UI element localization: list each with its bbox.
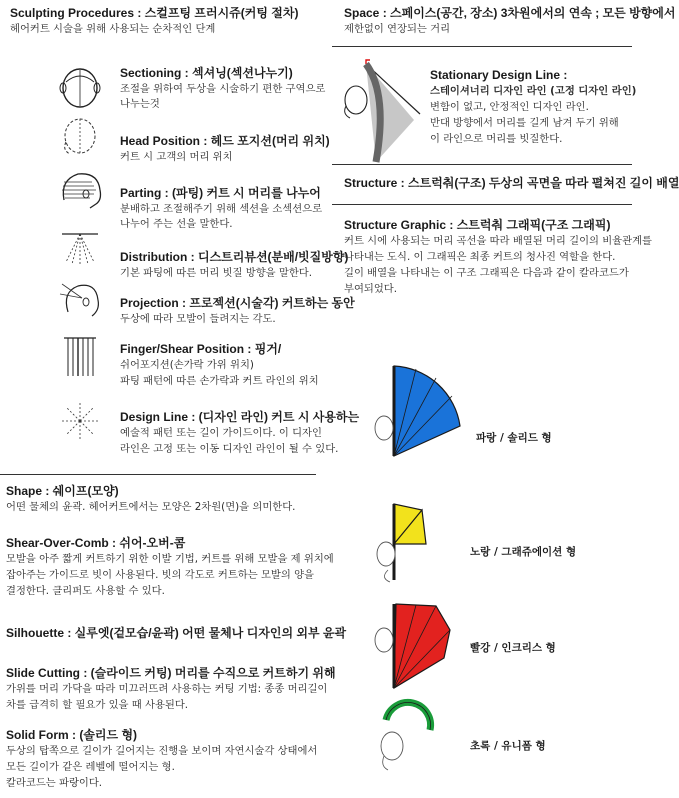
head-position-heading: Head Position : 헤드 포지션(머리 위치) xyxy=(120,134,330,148)
structure-graphic-line-2: 나타내는 도식. 이 그래픽은 최종 커트의 청사진 역할을 한다. xyxy=(344,251,616,263)
right-divider-2 xyxy=(332,164,632,165)
slide-cutting-line-1: 가위를 머리 가닥을 따라 미끄러뜨려 사용하는 커팅 기법: 종종 머리길이 xyxy=(6,683,328,695)
shear-over-comb-line-3: 결정한다. 클리퍼도 사용할 수 있다. xyxy=(6,585,165,597)
graduation-form-label: 노랑 / 그래쥬에이션 형 xyxy=(470,546,577,558)
shear-over-comb-heading: Shear-Over-Comb : 쉬어-오버-콤 xyxy=(6,536,186,550)
stationary-heading: Stationary Design Line : xyxy=(430,68,568,82)
increase-fan xyxy=(394,604,450,688)
parting-line-1: 분배하고 조절해주기 위해 섹션을 소섹션으로 xyxy=(120,203,323,215)
parting-line-2: 나누어 주는 선을 말한다. xyxy=(120,218,233,230)
stationary-line-1: 스테이셔너리 디자인 라인 (고정 디자인 라인) xyxy=(430,85,637,97)
structure-graphic-line-1: 커트 시에 사용되는 머리 곡선을 따라 배열된 머리 길이의 비율관계를 xyxy=(344,235,652,247)
design-line-icon xyxy=(58,400,102,442)
slide-cutting-heading: Slide Cutting : (슬라이드 커팅) 머리를 수직으로 커트하기 위해 xyxy=(6,666,336,680)
shape-line-1: 어떤 물체의 윤곽. 헤어커트에서는 모양은 2차원(면)을 의미한다. xyxy=(6,501,296,513)
structure-graphic-line-4: 부여되었다. xyxy=(344,283,398,295)
solid-form-line-3: 칼라코드는 파랑이다. xyxy=(6,777,103,789)
distribution-icon xyxy=(60,230,100,266)
uniform-form-label: 초록 / 유니폼 형 xyxy=(470,740,546,752)
increase-form-label: 빨강 / 인크리스 형 xyxy=(470,642,556,654)
shear-over-comb-line-2: 잡아주는 가이드로 빗이 사용된다. 빗의 각도로 커트하는 모발의 양을 xyxy=(6,569,314,581)
projection-line-1: 두상에 따라 모발이 들려지는 각도. xyxy=(120,313,276,325)
stationary-line-4: 이 라인으로 머리를 빗질한다. xyxy=(430,133,563,145)
slide-cutting-line-2: 차를 급격히 할 필요가 있을 때 사용된다. xyxy=(6,699,189,711)
distribution-line-1: 기본 파팅에 따른 머리 빗질 방향을 말한다. xyxy=(120,267,313,279)
sectioning-line-2: 나누는것 xyxy=(120,98,160,110)
graduation-form-graphic xyxy=(370,500,460,584)
right-divider-1 xyxy=(332,46,632,47)
stationary-design-line-illustration xyxy=(336,58,422,168)
right-divider-3 xyxy=(332,204,632,205)
solid-form-heading: Solid Form : (솔리드 형) xyxy=(6,728,138,742)
solid-fan xyxy=(394,366,460,456)
space-heading: Space : 스페이스(공간, 장소) 3차원에서의 연속 ; 모든 방향에서 xyxy=(344,6,676,20)
shape-heading: Shape : 쉐이프(모양) xyxy=(6,484,119,498)
increase-form-graphic xyxy=(366,600,462,692)
structure-graphic-line-3: 길이 배열을 나타내는 이 구조 그래픽은 다음과 같이 칼라코드가 xyxy=(344,267,629,279)
solid-form-line-1: 두상의 탑쪽으로 길이가 길어지는 진행을 보이며 자연시술각 상태에서 xyxy=(6,745,318,757)
structure-graphic-heading: Structure Graphic : 스트럭춰 그래픽(구조 그래픽) xyxy=(344,218,611,232)
left-divider xyxy=(0,474,316,475)
sculpting-heading: Sculpting Procedures : 스컬프팅 프러시쥬(커팅 절차) xyxy=(10,6,299,20)
solid-form-line-2: 모든 길이가 같은 레벨에 떨어지는 형. xyxy=(6,761,175,773)
sectioning-line-1: 조절을 위하여 두상을 시술하기 편한 구역으로 xyxy=(120,83,326,95)
parting-head-icon xyxy=(56,170,106,212)
structure-heading: Structure : 스트럭춰(구조) 두상의 곡면을 따라 펼쳐진 길이 배열 xyxy=(344,176,679,190)
finger-shear-icon xyxy=(62,336,98,378)
head-position-line-1: 커트 시 고객의 머리 위치 xyxy=(120,151,233,163)
finger-shear-heading: Finger/Shear Position : 핑거/ xyxy=(120,342,282,356)
solid-form-graphic xyxy=(364,362,464,458)
stationary-line-3: 반대 방향에서 머리를 길게 남겨 두기 위해 xyxy=(430,117,619,129)
design-line-heading: Design Line : (디자인 라인) 커트 시 사용하는 xyxy=(120,410,360,424)
sectioning-head-icon xyxy=(56,66,104,110)
silhouette-heading: Silhouette : 실루엣(겉모습/윤곽) 어떤 물체나 디자인의 외부 윤곽 xyxy=(6,626,347,640)
finger-shear-line-1: 쉬어포지션(손가락 가위 위치) xyxy=(120,359,254,371)
solid-form-label: 파랑 / 솔리드 형 xyxy=(476,432,552,444)
sectioning-heading: Sectioning : 섹셔닝(섹션나누기) xyxy=(120,66,293,80)
uniform-ring xyxy=(386,702,431,730)
shear-over-comb-line-1: 모발을 아주 짧게 커트하기 위한 이발 기법, 커트를 위해 모발을 제 위치에 xyxy=(6,553,334,565)
design-line-line-2: 라인은 고정 또는 이동 디자인 라인이 될 수 있다. xyxy=(120,443,339,455)
projection-head-icon xyxy=(58,280,104,320)
parting-heading: Parting : (파팅) 커트 시 머리를 나누어 xyxy=(120,186,321,200)
space-line-1: 제한없이 연장되는 거리 xyxy=(344,23,451,35)
distribution-heading: Distribution : 디스트리뷰션(분배/빗질방향) xyxy=(120,250,349,264)
design-line-line-1: 예술적 패턴 또는 길이 가이드이다. 이 디자인 xyxy=(120,427,322,439)
uniform-form-graphic xyxy=(372,712,442,792)
head-position-icon xyxy=(58,116,102,156)
finger-shear-line-2: 파팅 패턴에 따른 손가락과 커트 라인의 위치 xyxy=(120,375,319,387)
stationary-line-2: 변함이 없고, 안정적인 디자인 라인. xyxy=(430,101,589,113)
sculpting-desc: 헤어커트 시술을 위해 사용되는 순차적인 단계 xyxy=(10,23,216,35)
projection-heading: Projection : 프로젝션(시술각) 커트하는 동안 xyxy=(120,296,355,310)
